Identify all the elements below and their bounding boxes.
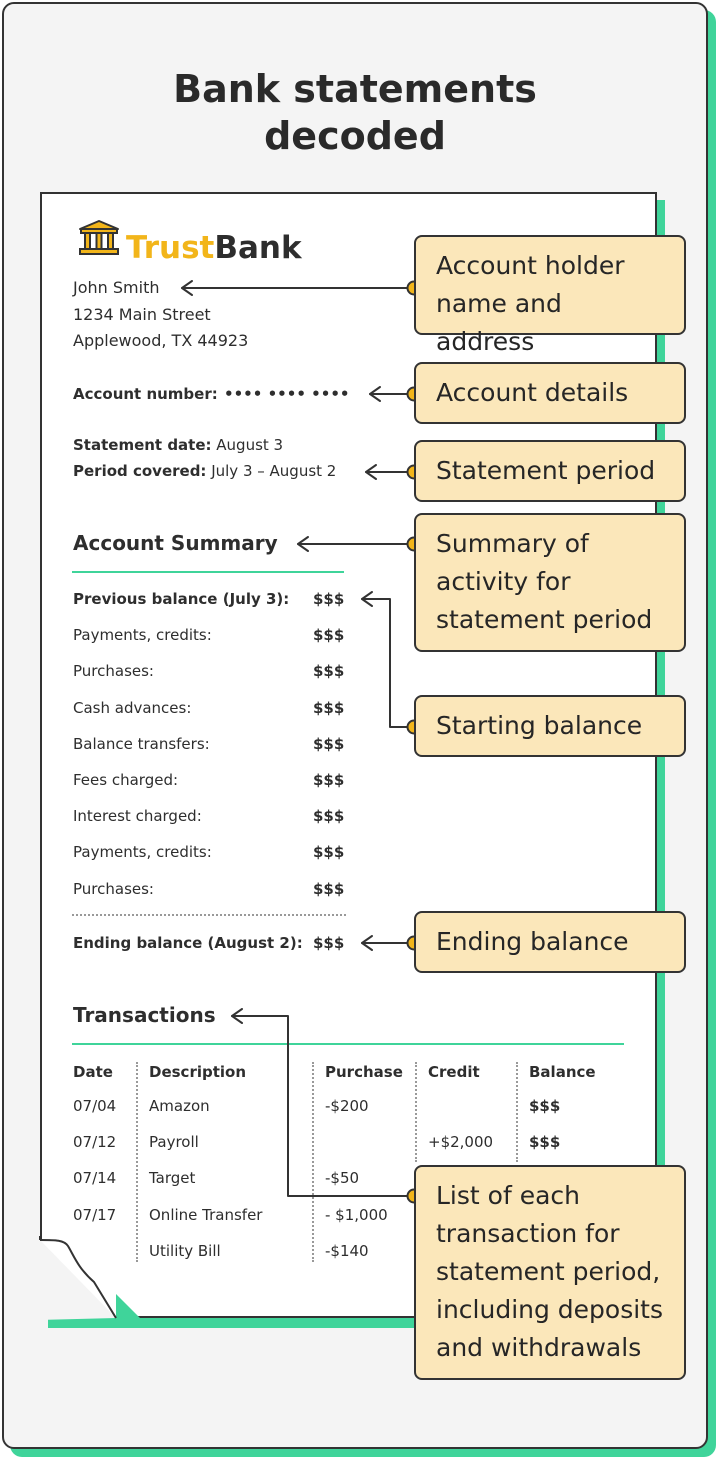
callout-account-holder: Account holder name and address bbox=[414, 235, 686, 335]
summary-row-label: Previous balance (July 3): bbox=[73, 590, 290, 608]
summary-row-value: $$$ bbox=[313, 771, 345, 789]
summary-row-label: Payments, credits: bbox=[73, 626, 212, 645]
holder-street: 1234 Main Street bbox=[73, 305, 211, 324]
callout-starting-balance: Starting balance bbox=[414, 695, 686, 757]
summary-row-value: $$$ bbox=[313, 879, 345, 898]
txn-date: 07/14 bbox=[73, 1169, 117, 1188]
txn-balance: $$$ bbox=[529, 1133, 561, 1152]
col-header-purchase: Purchase bbox=[325, 1063, 403, 1081]
account-number-label: Account number: bbox=[73, 385, 218, 403]
summary-row-label: Purchases: bbox=[73, 662, 154, 681]
ending-balance-value: $$$ bbox=[313, 934, 345, 952]
txn-purchase: - $1,000 bbox=[325, 1205, 388, 1224]
statement-date: Statement date: August 3 bbox=[73, 436, 284, 454]
summary-row-label: Balance transfers: bbox=[73, 734, 210, 753]
summary-row-value: $$$ bbox=[313, 807, 345, 826]
txn-date: 07/17 bbox=[73, 1205, 117, 1224]
col-header-description: Description bbox=[149, 1063, 247, 1081]
callout-account-details: Account details bbox=[414, 362, 686, 424]
col-header-balance: Balance bbox=[529, 1063, 596, 1081]
page-title: Bank statements decoded bbox=[173, 67, 537, 158]
txn-date: 07/12 bbox=[73, 1133, 117, 1152]
txn-purchase: -$140 bbox=[325, 1241, 369, 1260]
account-number-masked: •••• •••• •••• bbox=[224, 385, 350, 403]
summary-row-value: $$$ bbox=[313, 662, 345, 681]
summary-row-value: $$$ bbox=[313, 734, 345, 753]
summary-row-label: Fees charged: bbox=[73, 771, 179, 789]
summary-row-label: Interest charged: bbox=[73, 807, 202, 826]
summary-row-label: Payments, credits: bbox=[73, 843, 212, 862]
txn-description: Utility Bill bbox=[149, 1241, 221, 1260]
txn-description: Target bbox=[149, 1169, 196, 1188]
holder-name: John Smith bbox=[73, 278, 160, 297]
summary-heading: Account Summary bbox=[73, 531, 278, 555]
txn-credit: +$2,000 bbox=[428, 1133, 494, 1152]
summary-row-value: $$$ bbox=[313, 698, 345, 717]
txn-date: 07/04 bbox=[73, 1097, 117, 1115]
ending-balance-label: Ending balance (August 2): bbox=[73, 934, 303, 952]
bank-logo-text: TrustBank bbox=[126, 230, 302, 266]
holder-city: Applewood, TX 44923 bbox=[73, 331, 249, 350]
txn-purchase: -$200 bbox=[325, 1097, 369, 1115]
summary-row-value: $$$ bbox=[313, 626, 345, 645]
callout-summary: Summary of activity for statement period bbox=[414, 513, 686, 652]
col-header-credit: Credit bbox=[428, 1063, 480, 1081]
txn-description: Payroll bbox=[149, 1133, 199, 1152]
txn-balance: $$$ bbox=[529, 1097, 561, 1115]
callout-transaction-list: List of each transaction for statement period, including deposits and withdrawals bbox=[414, 1165, 686, 1380]
period-covered: Period covered: July 3 – August 2 bbox=[73, 462, 337, 480]
callout-ending-balance: Ending balance bbox=[414, 911, 686, 973]
summary-row-label: Cash advances: bbox=[73, 698, 192, 717]
txn-description: Online Transfer bbox=[149, 1205, 263, 1224]
summary-row-value: $$$ bbox=[313, 843, 345, 862]
txn-purchase: -$50 bbox=[325, 1169, 360, 1188]
summary-row-label: Purchases: bbox=[73, 879, 154, 898]
callout-statement-period: Statement period bbox=[414, 440, 686, 502]
transactions-heading: Transactions bbox=[73, 1003, 216, 1027]
summary-row-value: $$$ bbox=[313, 590, 345, 608]
txn-description: Amazon bbox=[149, 1097, 210, 1115]
col-header-date: Date bbox=[73, 1063, 113, 1081]
